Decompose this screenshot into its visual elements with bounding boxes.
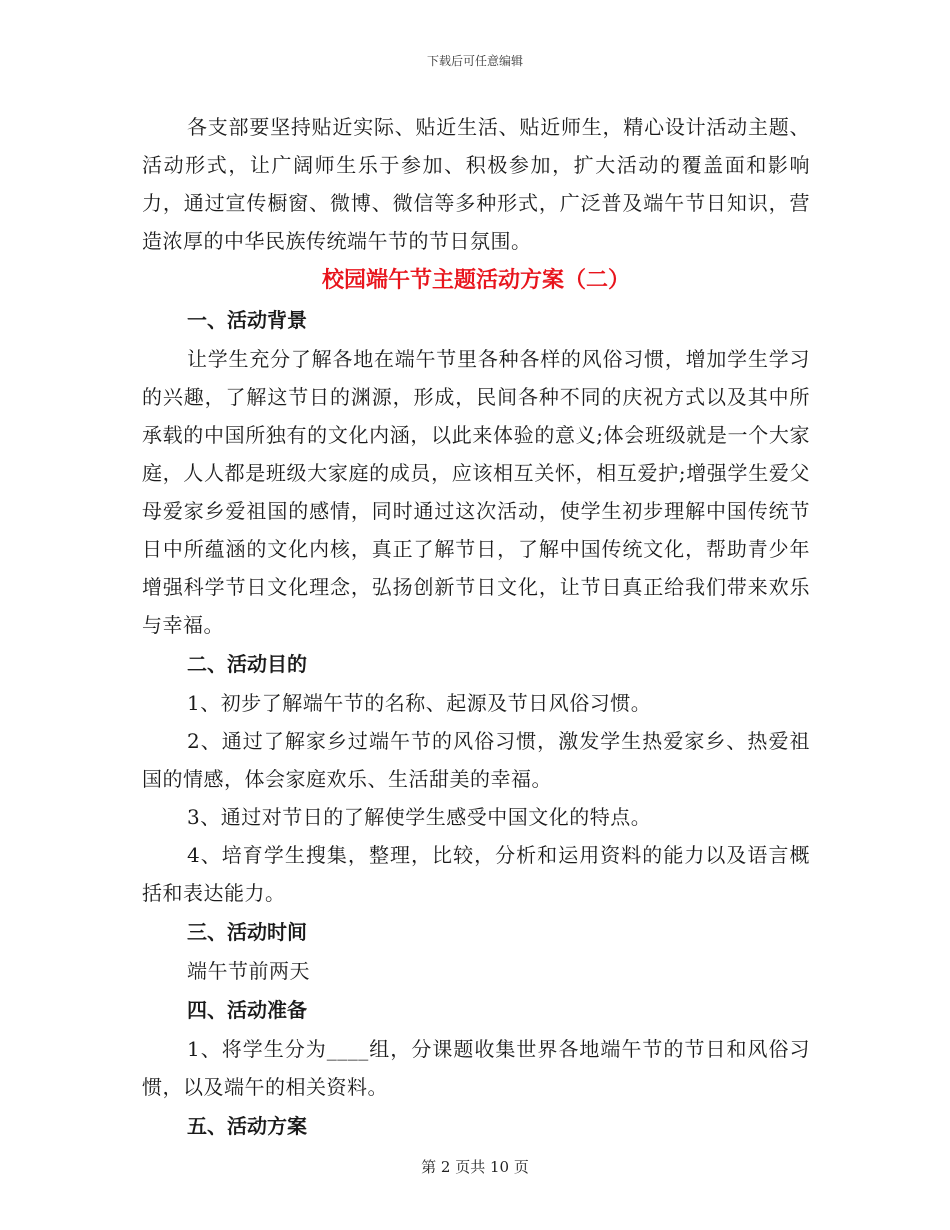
section-heading-background: 一、活动背景 <box>187 308 307 332</box>
purpose-item-2: 2、通过了解家乡过端午节的风俗习惯，激发学生热爱家乡、热爱祖国的情感，体会家庭欢乐、生活甜美的幸福。 <box>142 729 810 791</box>
document-title: 校园端午节主题活动方案（二） <box>321 267 630 293</box>
section-heading-purpose: 二、活动目的 <box>187 652 307 676</box>
section-heading-time: 三、活动时间 <box>187 920 307 944</box>
section-heading-plan: 五、活动方案 <box>187 1114 307 1138</box>
intro-paragraph: 各支部要坚持贴近实际、贴近生活、贴近师生，精心设计活动主题、活动形式，让广阔师生乐于参加、积极参加，扩大活动的覆盖面和影响力，通过宣传橱窗、微博、微信等多种形式，广泛普及端午节日知识，营造浓厚的中华民族传统端午节的节日氛围。 <box>142 115 810 253</box>
page-footer: 第 2 页共 10 页 <box>421 1158 529 1176</box>
purpose-item-1: 1、初步了解端午节的名称、起源及节日风俗习惯。 <box>187 691 652 715</box>
document-body <box>142 108 810 1146</box>
section-body-background: 让学生充分了解各地在端午节里各种各样的风俗习惯，增加学生学习的兴趣，了解这节日的渊源，形成，民间各种不同的庆祝方式以及其中所承载的中国所独有的文化内涵，以此来体验的意义;体会班级就是一个大家庭，人人都是班级大家庭的成员，应该相互关怀，相互爱护;增强学生爱父母爱家乡爱祖国的感情，同时通过这次活动，使学生初步理解中国传统节日中所蕴涵的文化内核，真正了解节日，了解中国传统文化，帮助青少年增强科学节日文化理念，弘扬创新节日文化，让节日真正给我们带来欢乐与幸福。 <box>142 347 810 637</box>
purpose-item-4: 4、培育学生搜集，整理，比较，分析和运用资料的能力以及语言概括和表达能力。 <box>142 843 810 905</box>
section-heading-preparation: 四、活动准备 <box>187 998 307 1022</box>
purpose-item-3: 3、通过对节日的了解使学生感受中国文化的特点。 <box>187 805 652 829</box>
section-body-time: 端午节前两天 <box>187 959 310 983</box>
section-body-preparation: 1、将学生分为____组，分课题收集世界各地端午节的节日和风俗习惯，以及端午的相关资料。 <box>142 1037 810 1099</box>
page-header: 下载后可任意编辑 <box>426 54 523 68</box>
